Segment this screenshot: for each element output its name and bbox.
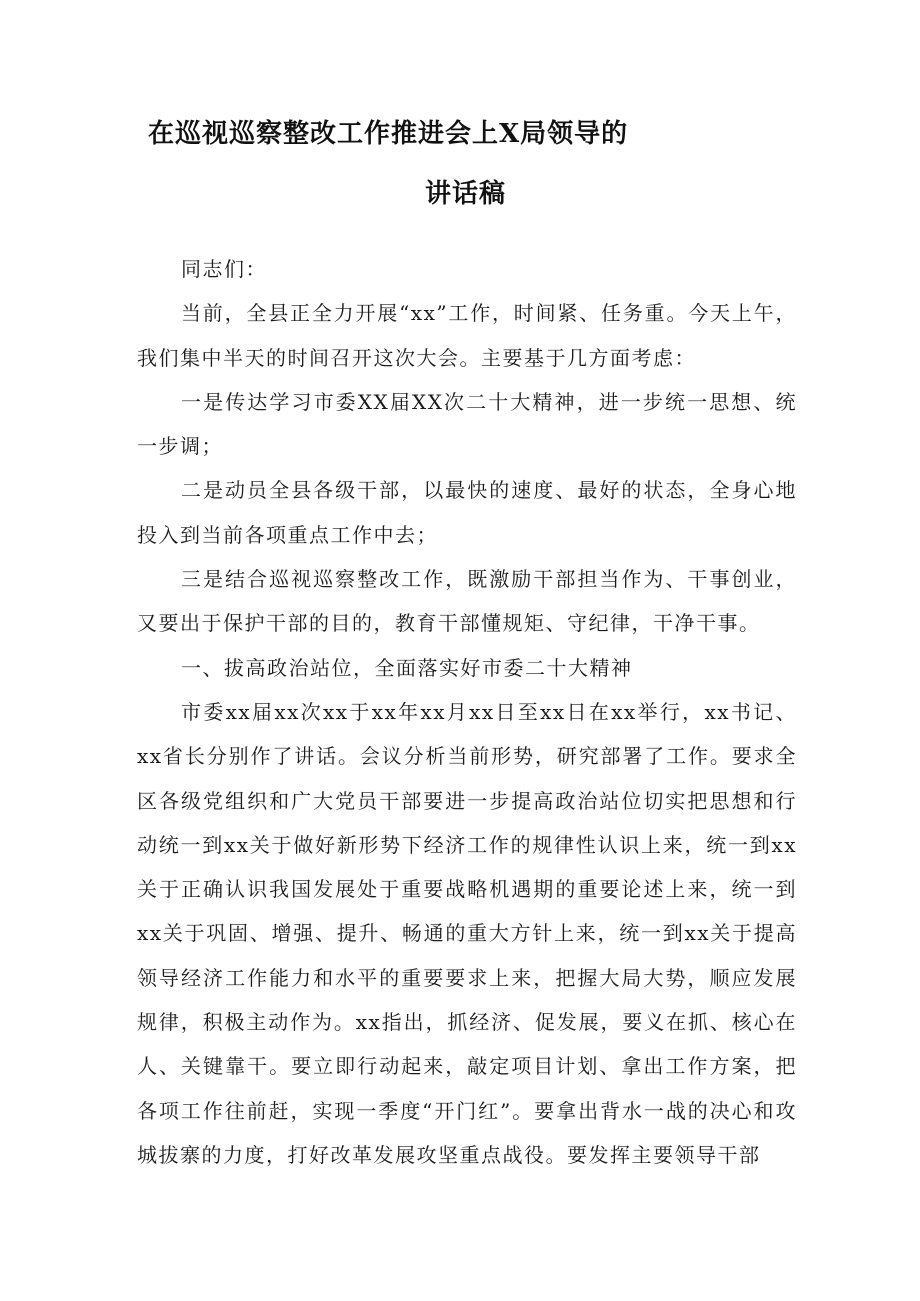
paragraph-point-3: 三是结合巡视巡察整改工作，既激励干部担当作为、干事创业，又要出于保护干部的目的，教育干部懂规矩、守纪律，干净干事。 bbox=[137, 567, 797, 636]
paragraph-intro: 当前，全县正全力开展“xx”工作，时间紧、任务重。今天上午，我们集中半天的时间召开这次大会。主要基于几方面考虑： bbox=[137, 301, 797, 370]
paragraph-point-2: 二是动员全县各级干部，以最快的速度、最好的状态，全身心地投入到当前各项重点工作中去； bbox=[137, 478, 797, 547]
salutation: 同志们： bbox=[181, 257, 267, 281]
paragraph-section-1-body: 市委xx届xx次xx于xx年xx月xx日至xx日在xx举行，xx书记、xx省长分别作了讲话。会议分析当前形势，研究部署了工作。要求全区各级党组织和广大党员干部要进一步提高政治站位切实把思想和行动统一到xx关于做好新形势下经济工作的规律性认识上来，统一到xx关于正确认识我国发展处于重要战略机遇期的重要论述上来，统一到xx关于巩固、增强、提升、畅通的重大方针上来，统一到xx关于提高领导经济工作能力和水平的重要要求上来，把握大局大势，顺应发展规律，积极主动作为。xx指出，抓经济、促发展，要义在抓、核心在人、关键靠干。要立即行动起来，敲定项目计划、拿出工作方案，把各项工作往前赶，实现一季度“开门红”。要拿出背水一战的决心和攻城拔寨的力度，打好改革发展攻坚重点战役。要发挥主要领导干部 bbox=[137, 699, 797, 1167]
section-heading-1: 一、拔高政治站位，全面落实好市委二十大精神 bbox=[181, 655, 633, 680]
paragraph-point-1: 一是传达学习市委XX届XX次二十大精神，进一步统一思想、统一步调； bbox=[137, 389, 797, 459]
document-title-line-2: 讲话稿 bbox=[425, 179, 507, 209]
document-body bbox=[137, 247, 797, 1177]
document-title-line-1: 在巡视巡察整改工作推进会上X局领导的 bbox=[148, 119, 629, 149]
